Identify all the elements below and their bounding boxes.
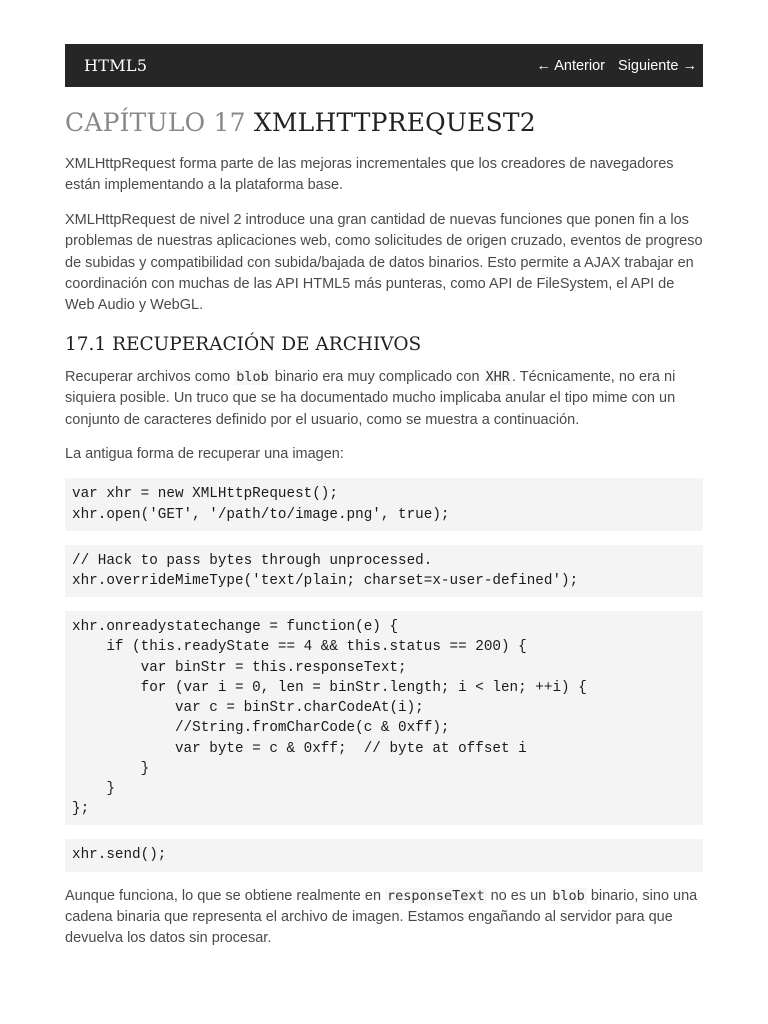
chapter-content <box>65 104 703 963</box>
top-navbar <box>65 44 703 87</box>
section-heading: 17.1 RECUPERACIÓN DE ARCHIVOS <box>65 333 422 355</box>
text-run: . Técnicamente, no era ni siquiera posible. Un truco que se ha documentado mucho implicaba anular el tipo mime con un conjunto de caracteres definido por el usuario, como se muestra a continuación. <box>65 368 676 428</box>
text-run: no es un <box>486 887 551 904</box>
inline-code-blob: blob <box>552 887 585 904</box>
chapter-heading <box>65 104 703 142</box>
pagination-links <box>537 58 698 74</box>
inline-code-responsetext: responseText <box>387 887 485 904</box>
text-run: binario, sino una cadena binaria que representa el archivo de imagen. Estamos engañando al servidor para que devuelva los datos sin procesar. <box>65 887 698 947</box>
intro-paragraph-2: XMLHttpRequest de nivel 2 introduce una gran cantidad de nuevas funciones que ponen fin a los problemas de nuestras aplicaciones web, como solicitudes de origen cruzado, eventos de progreso de subidas y compatibilidad con subida/bajada de datos binarios. Esto permite a AJAX trabajar en coordinación con muchas de las API HTML5 más punteras, como API de FileSystem, el API de Web Audio y WebGL. <box>65 211 703 314</box>
previous-link[interactable]: ← Anterior <box>536 57 605 74</box>
chapter-title: XMLHTTPREQUEST2 <box>253 108 536 137</box>
intro-paragraph-1: XMLHttpRequest forma parte de las mejoras incrementales que los creadores de navegadores están implementando a la plataforma base. <box>65 156 674 194</box>
book-title[interactable]: HTML5 <box>84 56 148 75</box>
code-block-1: var xhr = new XMLHttpRequest(); xhr.open('GET', '/path/to/image.png', true); <box>65 478 703 530</box>
code-block-2: // Hack to pass bytes through unprocessed. xhr.overrideMimeType('text/plain; charset=x-user-defined'); <box>65 545 703 597</box>
section-paragraph-3 <box>65 886 703 950</box>
section-paragraph-2: La antigua forma de recuperar una imagen: <box>65 446 344 463</box>
code-block-3: xhr.onreadystatechange = function(e) { if (this.readyState == 4 && this.status == 200) { var binStr = this.responseText; for (var i = 0, len = binStr.length; i < len; ++i) { var c = binStr.charCodeAt(i); //String.fromCharCode(c & 0xff); var byte = c & 0xff; // byte at offset i } } }; <box>65 611 703 825</box>
section-paragraph-1 <box>65 367 703 431</box>
text-run: binario era muy complicado con <box>270 368 484 385</box>
inline-code-xhr: XHR <box>485 368 510 385</box>
text-run: Recuperar archivos como <box>65 368 235 385</box>
text-run: Aunque funciona, lo que se obtiene realmente en <box>65 887 386 904</box>
chapter-number: CAPÍTULO 17 <box>65 108 246 137</box>
code-block-4: xhr.send(); <box>65 839 703 871</box>
inline-code-blob: blob <box>236 368 269 385</box>
next-link[interactable]: Siguiente → <box>618 57 697 74</box>
